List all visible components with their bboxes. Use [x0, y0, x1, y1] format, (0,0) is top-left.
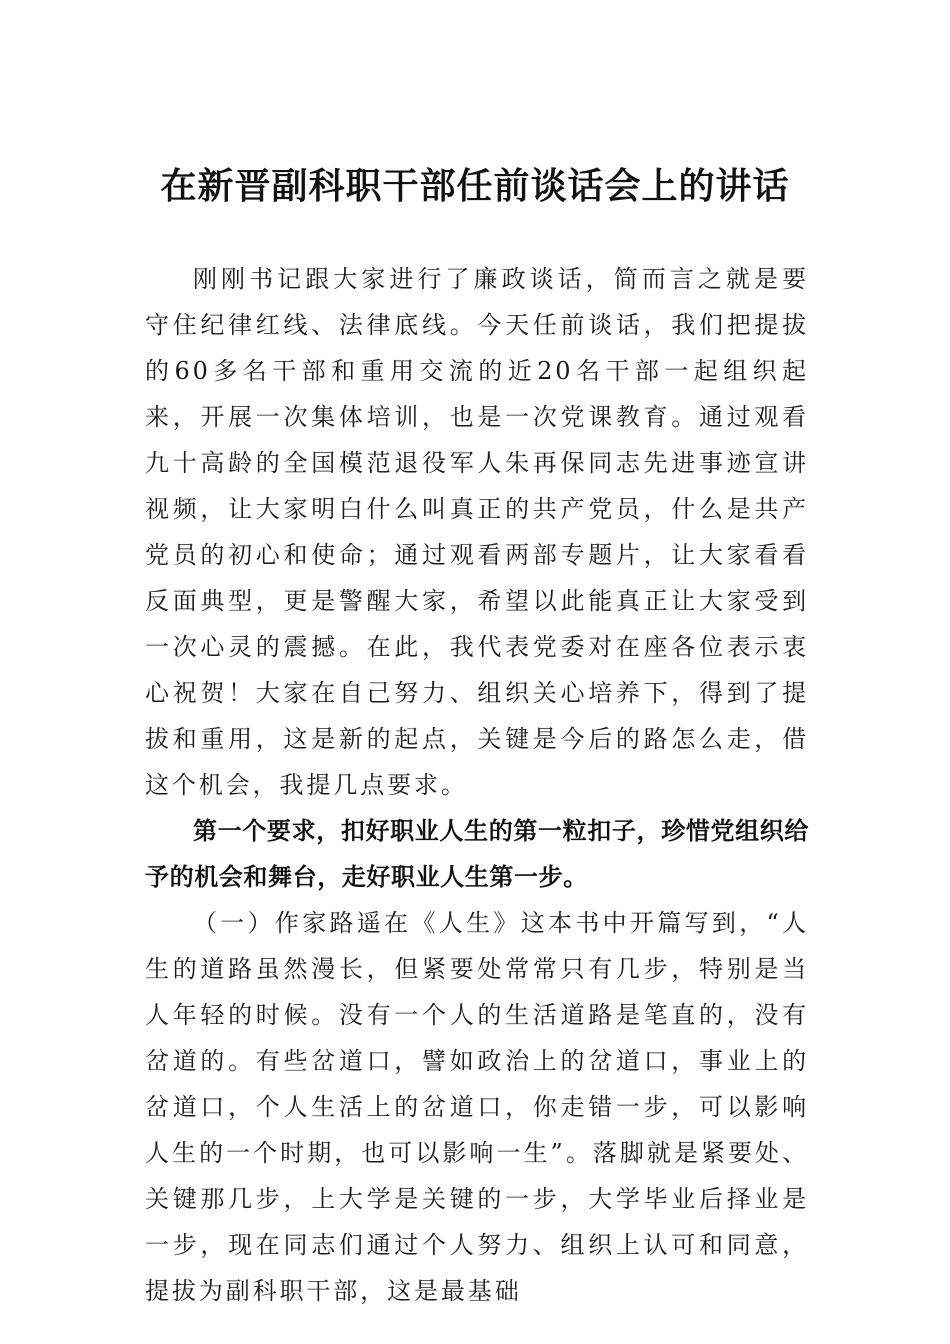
paragraph-point-one: （一）作家路遥在《人生》这本书中开篇写到，“人生的道路虽然漫长，但紧要处常常只有几步，特别是当人年轻的时候。没有一个人的生活道路是笔直的，没有岔道的。有些岔道口，譬如政治上的岔道口，事业上的岔道口，个人生活上的岔道口，你走错一步，可以影响人生的一个时期，也可以影响一生”。落脚就是紧要处、关键那几步，上大学是关键的一步，大学毕业后择业是一步，现在同志们通过个人努力、组织上认可和同意，提拔为副科职干部，这是最基础	[145, 909, 809, 1305]
paragraph-intro: 刚刚书记跟大家进行了廉政谈话，简而言之就是要守住纪律红线、法律底线。今天任前谈话，我们把提拔的60多名干部和重用交流的近20名干部一起组织起来，开展一次集体培训，也是一次党课教育。通过观看九十高龄的全国模范退役军人朱再保同志先进事迹宣讲视频，让大家明白什么叫真正的共产党员，什么是共产党员的初心和使命；通过观看两部专题片，让大家看看反面典型，更是警醒大家，希望以此能真正让大家受到一次心灵的震撼。在此，我代表党委对在座各位表示衷心祝贺！大家在自己努力、组织关心培养下，得到了提拔和重用，这是新的起点，关键是今后的路怎么走，借这个机会，我提几点要求。	[145, 265, 809, 799]
paragraph-first-requirement-heading: 第一个要求，扣好职业人生的第一粒扣子，珍惜党组织给予的机会和舞台，走好职业人生第一步。	[145, 817, 809, 891]
document-title: 在新晋副科职干部任前谈话会上的讲话	[160, 165, 790, 207]
document-body	[145, 256, 809, 1314]
